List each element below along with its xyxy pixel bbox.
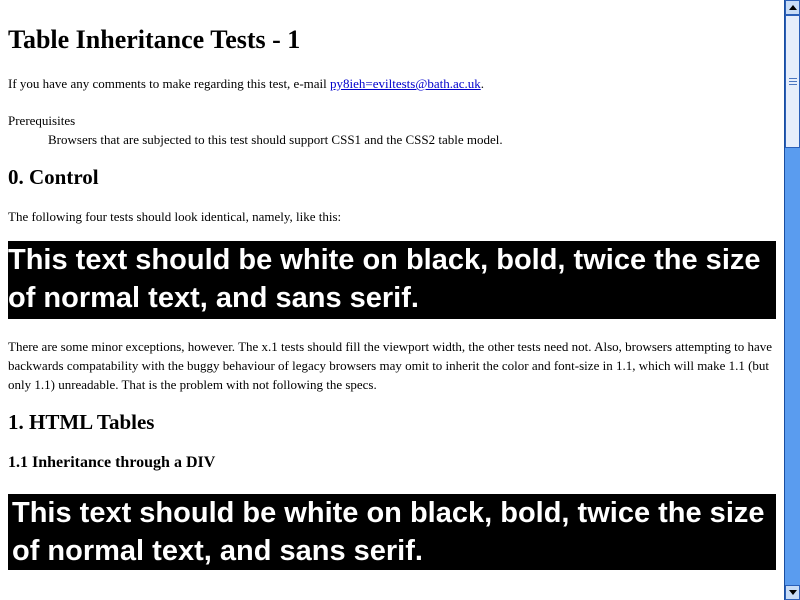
arrow-up-icon	[789, 5, 797, 10]
comments-paragraph	[8, 74, 776, 93]
section-0-heading: 0. Control	[8, 165, 99, 189]
scrollbar-thumb[interactable]	[785, 15, 800, 148]
control-demo-box: This text should be white on black, bold, twice the size of normal text, and sans serif.	[8, 241, 776, 319]
comments-end: .	[480, 76, 484, 91]
section-0-intro: The following four tests should look identical, namely, like this:	[8, 209, 342, 224]
email-link[interactable]: py8ieh=eviltests@bath.ac.uk	[330, 76, 481, 91]
scroll-down-button[interactable]	[785, 585, 800, 600]
exceptions-paragraph: There are some minor exceptions, however. The x.1 tests should fill the viewport width, the other tests need not. Also, browsers attempting to have backwards compatability with the buggy behaviour of legacy browsers may omit to inherit the color and font-size in 1.1, which will make 1.1 (but only 1.1) unreadable. That is the problem with not following the specs.	[8, 339, 773, 392]
vertical-scrollbar[interactable]	[784, 0, 800, 600]
section-1-1-heading: 1.1 Inheritance through a DIV	[8, 454, 216, 471]
grip-line-icon	[789, 81, 797, 82]
section-1-heading: 1. HTML Tables	[8, 410, 155, 434]
test-1-1-demo-box: This text should be white on black, bold, twice the size of normal text, and sans serif.	[8, 494, 776, 570]
comments-text: If you have any comments to make regarding this test, e-mail	[8, 76, 331, 91]
grip-line-icon	[789, 84, 797, 85]
grip-line-icon	[789, 78, 797, 79]
prerequisites-definition: Browsers that are subjected to this test should support CSS1 and the CSS2 table model.	[48, 132, 503, 147]
prerequisites-term: Prerequisites	[8, 113, 76, 128]
scroll-up-button[interactable]	[785, 0, 800, 15]
page-content	[0, 24, 784, 570]
arrow-down-icon	[789, 590, 797, 595]
page-title: Table Inheritance Tests - 1	[8, 25, 301, 54]
